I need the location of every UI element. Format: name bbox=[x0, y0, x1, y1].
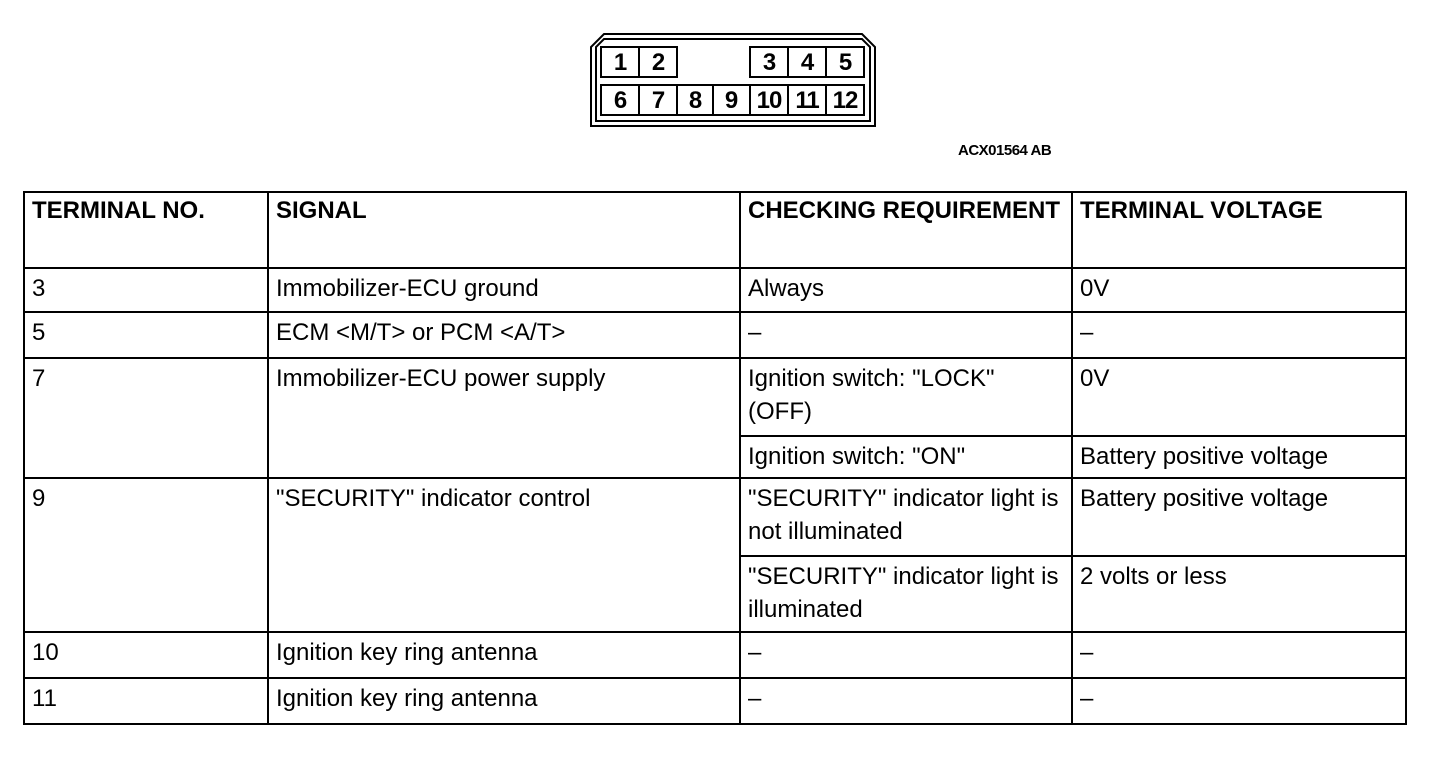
voltage-cell: – bbox=[1072, 632, 1406, 678]
pin-4-label: 4 bbox=[800, 49, 814, 76]
requirement-cell: – bbox=[740, 312, 1072, 358]
pin-8-label: 8 bbox=[688, 87, 702, 114]
table-row bbox=[24, 678, 1406, 724]
header-terminal-voltage: TERMINAL VOLTAGE bbox=[1072, 192, 1406, 268]
figure-code: ACX01564 AB bbox=[958, 142, 1052, 159]
voltage-cell: Battery positive voltage bbox=[1072, 436, 1406, 478]
signal-cell: Ignition key ring antenna bbox=[268, 632, 740, 678]
requirement-cell: "SECURITY" indicator light is illuminated bbox=[740, 556, 1072, 632]
header-terminal-no: TERMINAL NO. bbox=[24, 192, 268, 268]
terminal-cell: 3 bbox=[24, 268, 268, 312]
pin-2-label: 2 bbox=[651, 49, 665, 76]
signal-cell: ECM <M/T> or PCM <A/T> bbox=[268, 312, 740, 358]
voltage-cell: 0V bbox=[1072, 268, 1406, 312]
terminal-cell: 9 bbox=[24, 478, 268, 632]
pin-3-label: 3 bbox=[762, 49, 776, 76]
table-row bbox=[24, 358, 1406, 436]
terminal-cell: 10 bbox=[24, 632, 268, 678]
pin-9-label: 9 bbox=[724, 87, 738, 114]
signal-cell: Immobilizer-ECU power supply bbox=[268, 358, 740, 478]
pin-10-label: 10 bbox=[756, 87, 782, 114]
pin-7-label: 7 bbox=[651, 87, 665, 114]
pin-12-label: 12 bbox=[832, 87, 858, 114]
terminal-cell: 7 bbox=[24, 358, 268, 478]
table-row bbox=[24, 478, 1406, 556]
pin-11-label: 11 bbox=[795, 87, 819, 114]
voltage-cell: 0V bbox=[1072, 358, 1406, 436]
requirement-cell: Ignition switch: "LOCK" (OFF) bbox=[740, 358, 1072, 436]
voltage-cell: – bbox=[1072, 678, 1406, 724]
requirement-cell: Ignition switch: "ON" bbox=[740, 436, 1072, 478]
requirement-cell: Always bbox=[740, 268, 1072, 312]
voltage-cell: Battery positive voltage bbox=[1072, 478, 1406, 556]
connector-diagram bbox=[590, 33, 876, 127]
requirement-cell: – bbox=[740, 632, 1072, 678]
table-row bbox=[24, 268, 1406, 312]
terminal-voltage-table bbox=[23, 191, 1407, 725]
pin-1-label: 1 bbox=[613, 49, 627, 76]
terminal-cell: 5 bbox=[24, 312, 268, 358]
pin-6-label: 6 bbox=[613, 87, 627, 114]
signal-cell: "SECURITY" indicator control bbox=[268, 478, 740, 632]
requirement-cell: "SECURITY" indicator light is not illuminated bbox=[740, 478, 1072, 556]
header-signal: SIGNAL bbox=[268, 192, 740, 268]
signal-cell: Ignition key ring antenna bbox=[268, 678, 740, 724]
pin-5-label: 5 bbox=[838, 49, 852, 76]
signal-cell: Immobilizer-ECU ground bbox=[268, 268, 740, 312]
table-row bbox=[24, 312, 1406, 358]
requirement-cell: – bbox=[740, 678, 1072, 724]
table-header-row bbox=[24, 192, 1406, 268]
header-checking-requirement: CHECKING REQUIREMENT bbox=[740, 192, 1072, 268]
voltage-cell: – bbox=[1072, 312, 1406, 358]
terminal-cell: 11 bbox=[24, 678, 268, 724]
table-row bbox=[24, 632, 1406, 678]
voltage-cell: 2 volts or less bbox=[1072, 556, 1406, 632]
